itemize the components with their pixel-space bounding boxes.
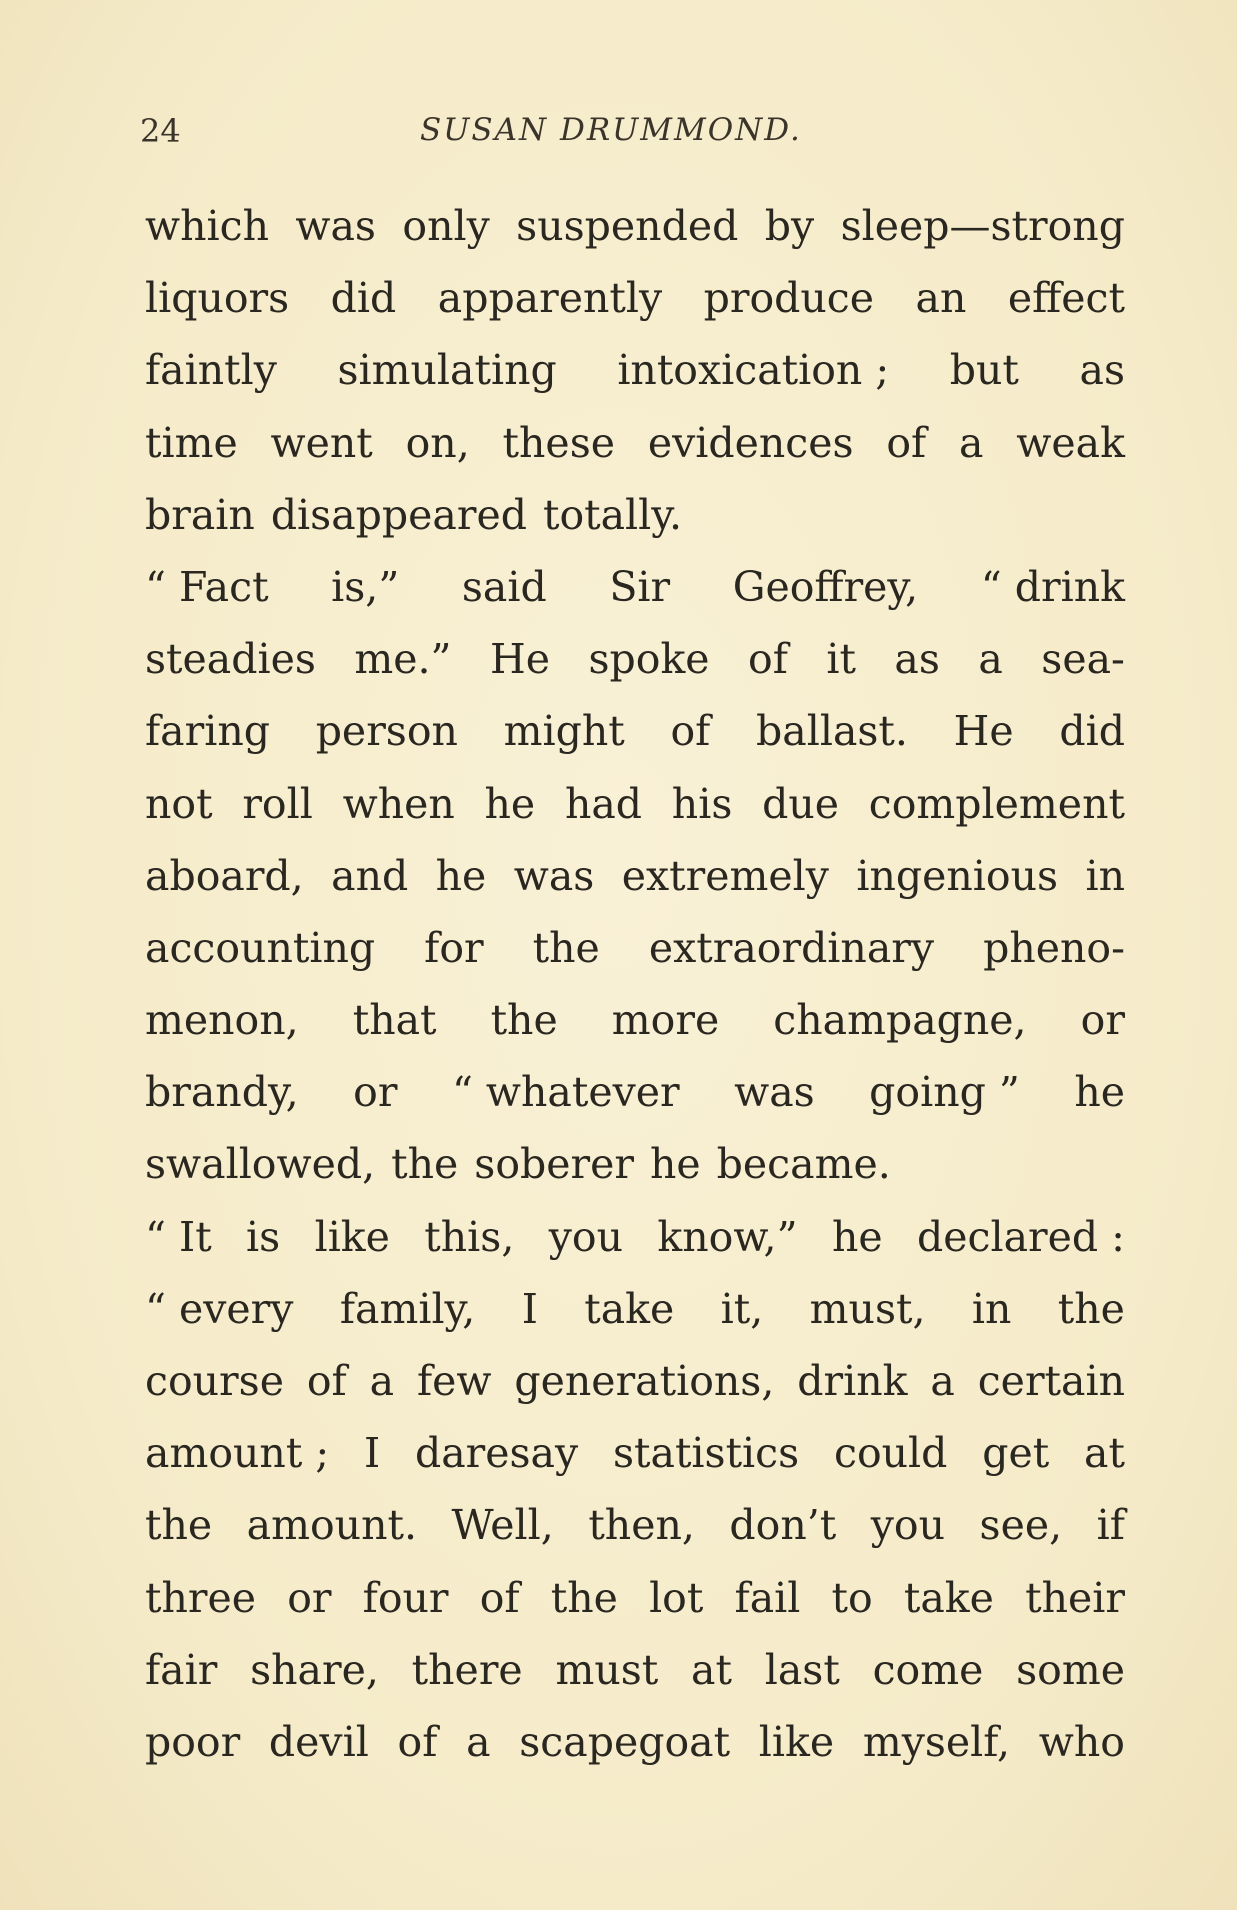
word: you [548,1212,624,1261]
word: of [306,1357,347,1405]
text-line [145,768,1125,840]
word: intoxication ; [617,346,890,395]
word: if [1096,1501,1125,1550]
word: generations, [514,1357,775,1405]
word: four [362,1573,449,1622]
word: this, [424,1212,515,1261]
word: “ drink [980,562,1125,611]
text-line [145,1489,1125,1561]
word: he [484,779,536,828]
word: “ It [145,1212,212,1261]
word: last [764,1645,840,1694]
word: brain [145,490,255,539]
word: course [145,1357,284,1405]
word: his [671,779,733,828]
word: He [953,707,1014,756]
word: is,” [331,562,400,611]
word: swallowed, [145,1140,376,1189]
word: share, [250,1645,379,1694]
word: daresay [414,1429,579,1478]
word: it [826,635,856,684]
word: their [1025,1573,1125,1622]
text-line [145,984,1125,1056]
word: an [915,274,967,323]
word: at [691,1645,732,1694]
word: weak [1016,418,1125,467]
word: and [331,851,409,900]
word: know,” [657,1212,798,1261]
text-line [145,1128,1125,1200]
word: that [352,996,437,1045]
word: a [369,1357,395,1405]
word: don’t [729,1501,837,1550]
text-line [145,1562,1125,1634]
word: suspended [516,202,739,250]
text-line [145,190,1125,262]
running-head: SUSAN DRUMMOND. [420,112,802,148]
word: a [466,1717,491,1766]
word: steadies [145,635,316,684]
word: He [489,635,550,684]
text-line [145,1417,1125,1489]
word: sea- [1041,635,1125,684]
text-line [145,1634,1125,1706]
word: went [270,418,373,467]
word: he [435,851,487,900]
word: of [670,707,711,756]
word: family, [339,1284,476,1333]
text-line [145,1056,1125,1128]
word: Sir [609,562,671,611]
word: faring [145,707,270,756]
word: due [762,779,840,828]
word: pheno- [983,923,1125,972]
word: must [555,1645,659,1694]
word: at [1084,1429,1125,1478]
word: which [145,202,269,250]
word: extraordinary [648,923,935,972]
word: had [564,779,643,828]
word: soberer [474,1140,634,1189]
word: champagne, [773,996,1027,1045]
word: aboard, [145,851,304,900]
word: the [1057,1284,1125,1333]
word: did [1059,707,1125,756]
word: who [1038,1717,1125,1766]
word: some [1016,1645,1125,1694]
word: liquors [145,274,290,323]
word: roll [242,779,313,828]
word: “ Fact [145,562,269,611]
word: I [521,1284,538,1333]
text-line [145,912,1125,984]
word: on, [405,418,470,467]
text-line [145,551,1125,623]
word: by [764,202,815,250]
word: as [894,635,940,684]
body-text [145,190,1125,1778]
word: poor [145,1717,241,1766]
word: brandy, [145,1068,299,1117]
word: statistics [612,1429,800,1478]
word: was [295,202,376,250]
word: sleep—strong [840,202,1125,250]
word: faintly [145,346,277,395]
word: but [949,346,1019,395]
word: you [870,1501,946,1550]
word: I [363,1429,381,1478]
word: then, [588,1501,695,1550]
word: totally. [542,490,683,539]
word: he [1074,1068,1125,1117]
word: the [391,1140,459,1189]
word: extremely [621,851,829,900]
word: like [314,1212,390,1261]
word: it, [720,1284,764,1333]
word: did [330,274,397,323]
text-line [145,840,1125,912]
word: or [1080,996,1125,1045]
word: ingenious [856,851,1059,900]
word: a [959,418,984,467]
word: Geoffrey, [732,562,919,611]
word: amount ; [145,1429,330,1478]
word: come [872,1645,984,1694]
word: lot [649,1573,704,1622]
text-line [145,695,1125,767]
word: me.” [354,635,452,684]
word: like [758,1717,835,1766]
word: see, [979,1501,1063,1550]
word: the [490,996,558,1045]
word: not [145,779,213,828]
word: the [145,1501,213,1550]
text-line [145,407,1125,479]
word: Well, [451,1501,554,1550]
word: was [513,851,595,900]
word: of [397,1717,438,1766]
word: declared : [916,1212,1125,1261]
word: “ whatever [451,1068,680,1117]
word: menon, [145,996,299,1045]
word: as [1079,346,1125,395]
word: person [315,707,458,756]
word: spoke [588,635,710,684]
word: must, [809,1284,926,1333]
word: myself, [862,1717,1011,1766]
text-line [145,334,1125,406]
text-line [145,1273,1125,1345]
word: fail [734,1573,801,1622]
word: amount. [246,1501,417,1550]
word: he [649,1140,701,1189]
word: or [353,1068,398,1117]
word: of [886,418,927,467]
text-line [145,1345,1125,1417]
word: evidences [647,418,854,467]
word: in [1085,851,1125,900]
word: going ” [869,1068,1020,1117]
word: devil [268,1717,369,1766]
word: accounting [145,923,376,972]
word: apparently [437,274,663,323]
word: of [748,635,788,684]
word: a [930,1357,955,1405]
word: produce [703,274,875,323]
page-header [140,112,1130,162]
word: scapegoat [519,1717,731,1766]
text-line [145,262,1125,334]
word: when [342,779,455,828]
word: ballast. [756,707,908,756]
word: could [833,1429,948,1478]
word: said [461,562,547,611]
word: get [982,1429,1050,1478]
word: a [978,635,1003,684]
word: to [831,1573,873,1622]
page-number: 24 [140,112,181,150]
word: became. [716,1140,891,1189]
text-line [145,623,1125,695]
word: he [831,1212,883,1261]
word: these [502,418,615,467]
word: complement [868,779,1125,828]
word: few [416,1357,492,1405]
word: or [287,1573,332,1622]
word: the [532,923,600,972]
word: time [145,418,238,467]
word: take [903,1573,994,1622]
word: in [971,1284,1012,1333]
word: three [145,1573,257,1622]
word: take [584,1284,675,1333]
word: disappeared [270,490,527,539]
word: certain [977,1357,1125,1405]
word: only [402,202,490,250]
word: was [734,1068,815,1117]
word: simulating [337,346,557,395]
word: the [550,1573,618,1622]
text-line [145,1706,1125,1778]
text-line [145,1201,1125,1273]
word: is [246,1212,281,1261]
word: drink [797,1357,908,1405]
word: there [411,1645,523,1694]
word: for [424,923,484,972]
word: of [479,1573,520,1622]
word: fair [145,1645,218,1694]
word: effect [1007,274,1125,323]
word: might [503,707,625,756]
text-line [145,479,1125,551]
word: “ every [145,1284,294,1333]
word: more [611,996,720,1045]
